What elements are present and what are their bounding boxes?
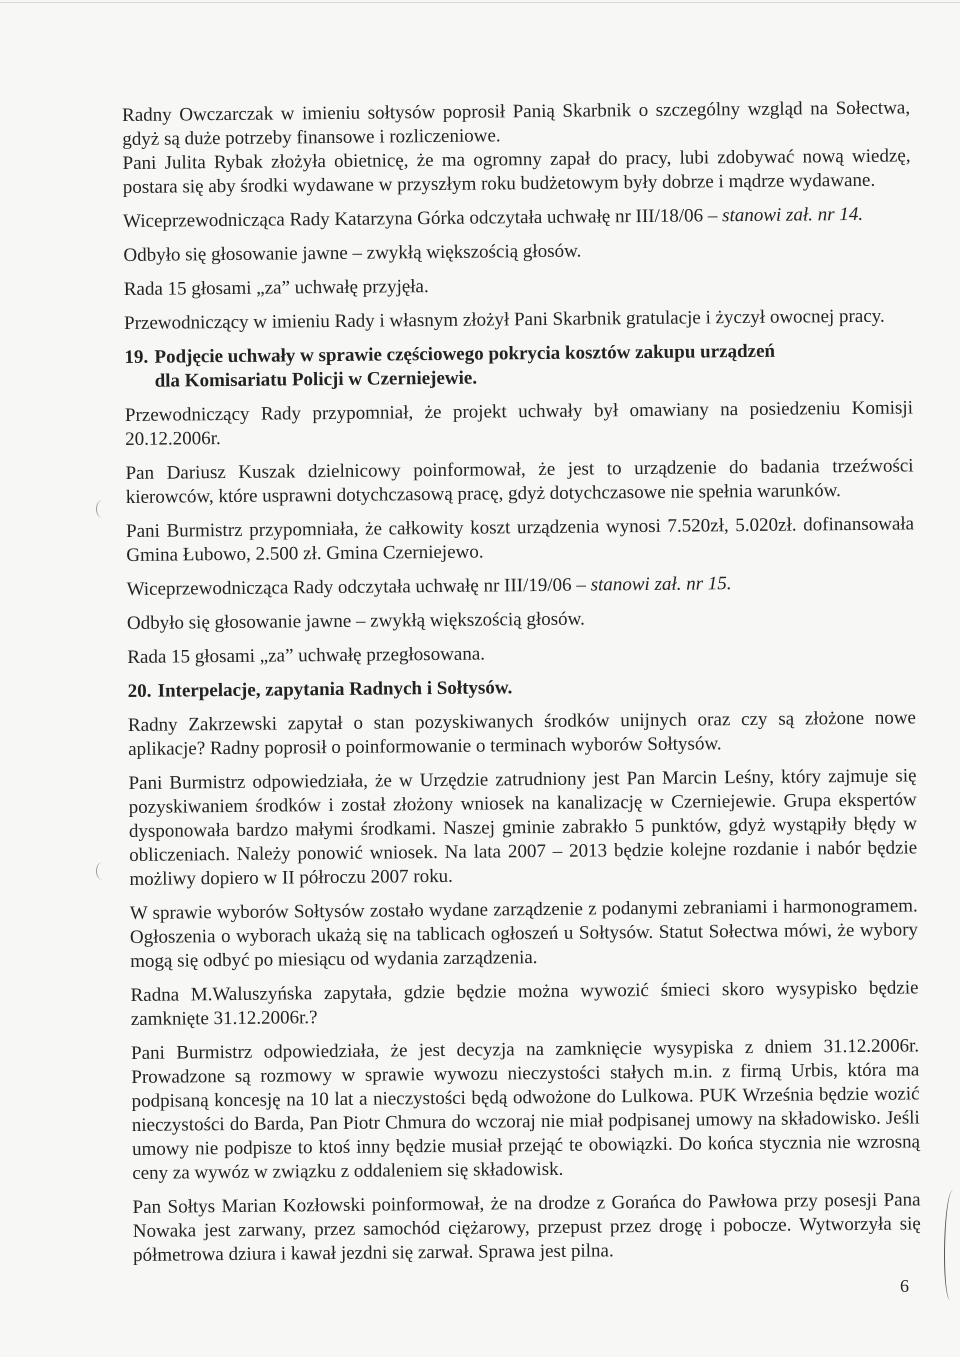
paragraph: Przewodniczący Rady przypomniał, że projekt uchwały był omawiany na posiedzeniu Komisji 20.12.2006r. [124,397,914,450]
paragraph: Pani Burmistrz przypomniała, że całkowity koszt urządzenia wynosi 7.520zł, 5.020zł. dofinansowała Gmina Łubowo, 2.500 zł. Gmina Czerniejewo. [126,513,915,566]
paragraph: Pani Burmistrz odpowiedziała, że w Urzędzie zatrudniony jest Pan Marcin Leśny, który zajmuje się pozyskiwaniem środków i został złożony wniosek na kanalizację w Czerniejewie. Grupa ekspertów dysponowała bardzo małymi środkami. Naszej gminie zabrakło 5 punktów, gdyż wystąpiły błędy w obliczeniach. Należy ponowić wniosek. Na lata 2007 – 2013 będzie kolejne rozdanie i nabór będzie możliwy dopiero w II półroczu 2007 roku. [128,765,918,890]
paragraph: Pani Burmistrz odpowiedziała, że jest decyzja na zamknięcie wysypiska z dniem 31.12.2006r. Prowadzone są rozmowy w sprawie wywozu nieczystości stałych m.in. z firmą Urbis, która ma podpisaną koncesję na 10 lat a nieczystości będą odwożone do Lulkowa. PUK Września będzie wozić nieczystości do Barda, Pan Piotr Chmura do wczoraj nie miał podpisanej umowy na składowisko. Jeśli umowy nie podpisze to ktoś inny będzie musiał przejąć te obowiązki. Do końca stycznia nie wzrosną ceny za wywóz w związku z oddaleniem się składowisk. [131,1035,921,1184]
section-title: Podjęcie uchwały w sprawie częściowego pokrycia kosztów zakupu urządzeń [154,340,776,368]
paragraph [127,570,915,602]
paragraph: Rada 15 głosami „za” uchwałę przyjęła. [123,276,429,300]
margin-pen-mark [944,1190,959,1300]
scan-edge-line [0,2,960,3]
section-title-continued: dla Komisariatu Policji w Czerniejewie. [154,367,478,392]
punch-hole-mark [96,862,109,880]
punch-hole-mark [96,500,109,518]
section-title: Interpelacje, zapytania Radnych i Sołtysów. [157,677,513,702]
section-number: 20. [127,680,152,702]
section-number: 19. [124,346,149,368]
section-heading-20 [128,672,916,704]
paragraph-text: Wiceprzewodnicząca Rady odczytała uchwałę nr III/19/06 – [126,574,586,600]
page-number: 6 [900,1276,909,1296]
paragraph: Pan Dariusz Kuszak dzielnicowy poinformował, że jest to urządzenie do badania trzeźwości kierowców, które usprawni dotychczasową pracę, gdyż dotychczasowe nie spełnia warunków. [125,455,914,508]
paragraph: Pan Sołtys Marian Kozłowski poinformował, że na drodze z Gorańca do Pawłowa przy posesji Pana Nowaka jest zarwany, przez samochód ciężarowy, przepust przez drogę i pobocze. Wytworzyła się półmetrowa dziura i kawał jezdni się zarwał. Sprawa jest pilna. [132,1189,921,1266]
section-heading-19 [124,338,912,394]
paragraph: Pani Julita Rybak złożyła obietnicę, że ma ogromny zapał do pracy, lubi zdobywać nową wiedzę, postara się aby środki wydawane w przyszłym roku budżetowym były dobrze i mądrze wydawane. [122,145,911,198]
attachment-reference: stanowi zał. nr 15. [590,573,732,596]
paragraph-text: Wiceprzewodnicząca Rady Katarzyna Górka odczytała uchwałę nr III/18/06 – [123,205,718,232]
document-body [122,96,921,1278]
paragraph: Odbyło się głosowanie jawne – zwykłą większością głosów. [123,240,582,266]
paragraph: Radny Zakrzewski zapytał o stan pozyskiwanych środków unijnych oraz czy są złożone nowe aplikacje? Radny poprosił o poinformowanie o terminach wyborów Sołtysów. [127,707,917,760]
attachment-reference: stanowi zał. nr 14. [722,203,864,227]
paragraph: Radny Owczarczak w imieniu sołtysów poprosił Panią Skarbnik o szczególny wzgląd na Sołectwa, gdyż są duże potrzeby finansowe i rozliczeniowe. [122,97,911,150]
paragraph [123,202,911,234]
paragraph: Przewodniczący w imieniu Rady i własnym złożył Pani Skarbnik gratulacje i życzył owocnej pracy. [124,305,885,334]
paragraph: Rada 15 głosami „za” uchwałę przegłosowana. [127,643,486,668]
paragraph: Odbyło się głosowanie jawne – zwykłą większością głosów. [126,608,585,634]
paragraph: Radna M.Waluszyńska zapytała, gdzie będzie można wywozić śmieci skoro wysypisko będzie zamknięte 31.12.2006r.? [130,977,919,1030]
paragraph: W sprawie wyborów Sołtysów zostało wydane zarządzenie z podanymi zebraniami i harmonogramem. Ogłoszenia o wyborach ukażą się na tablicach ogłoszeń u Sołtysów. Statut Sołectwa mówi, że wybory mogą się odbyć po miesiącu od wydania zarządzenia. [129,895,919,972]
